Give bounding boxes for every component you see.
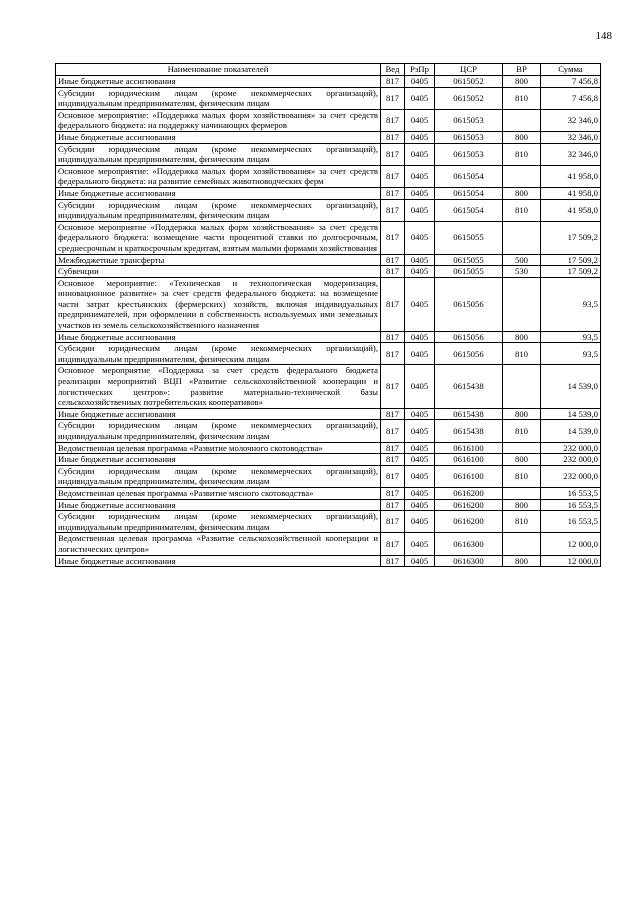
cell-ved: 817 <box>381 365 405 408</box>
cell-rzpr: 0405 <box>405 109 435 131</box>
cell-name: Основное мероприятие «Поддержка за счет средств федерального бюджета реализации мероприятий ВЦП «Развитие сельскохозяйственной кооперации и логистических центров»: развитие материально-технической базы сельскохозяйственных потребительских кооперативов» <box>56 365 381 408</box>
cell-vr: 810 <box>503 87 541 109</box>
cell-rzpr: 0405 <box>405 331 435 343</box>
cell-csr: 0615055 <box>435 254 503 266</box>
table-row <box>56 143 601 165</box>
cell-vr <box>503 165 541 187</box>
cell-ved: 817 <box>381 87 405 109</box>
cell-sum: 12 000,0 <box>541 533 601 555</box>
cell-vr: 800 <box>503 408 541 420</box>
table-row <box>56 454 601 466</box>
cell-ved: 817 <box>381 331 405 343</box>
cell-sum: 16 553,5 <box>541 487 601 499</box>
cell-csr: 0615052 <box>435 76 503 88</box>
cell-csr: 0616200 <box>435 511 503 533</box>
cell-sum: 32 346,0 <box>541 143 601 165</box>
cell-name: Иные бюджетные ассигнования <box>56 499 381 511</box>
cell-rzpr: 0405 <box>405 165 435 187</box>
cell-csr: 0615054 <box>435 187 503 199</box>
cell-vr: 810 <box>503 465 541 487</box>
cell-sum: 14 539,0 <box>541 420 601 442</box>
cell-ved: 817 <box>381 420 405 442</box>
cell-vr: 810 <box>503 143 541 165</box>
cell-ved: 817 <box>381 343 405 365</box>
cell-csr: 0615053 <box>435 131 503 143</box>
table-row <box>56 343 601 365</box>
table-row <box>56 555 601 567</box>
cell-vr: 800 <box>503 454 541 466</box>
cell-ved: 817 <box>381 254 405 266</box>
cell-rzpr: 0405 <box>405 533 435 555</box>
cell-csr: 0615056 <box>435 343 503 365</box>
budget-table <box>55 63 601 567</box>
cell-name: Основное мероприятие: «Поддержка малых форм хозяйствования» за счет средств федерального бюджета: на развитие семейных животноводческих ферм <box>56 165 381 187</box>
cell-sum: 17 509,2 <box>541 266 601 278</box>
cell-csr: 0615053 <box>435 143 503 165</box>
cell-ved: 817 <box>381 277 405 331</box>
table-row <box>56 331 601 343</box>
cell-vr <box>503 442 541 454</box>
cell-rzpr: 0405 <box>405 143 435 165</box>
cell-rzpr: 0405 <box>405 465 435 487</box>
cell-name: Ведомственная целевая программа «Развитие мясного скотоводства» <box>56 487 381 499</box>
table-row <box>56 221 601 254</box>
cell-vr: 800 <box>503 76 541 88</box>
table-row <box>56 109 601 131</box>
cell-sum: 32 346,0 <box>541 109 601 131</box>
cell-ved: 817 <box>381 165 405 187</box>
cell-name: Субсидии юридическим лицам (кроме некоммерческих организаций), индивидуальным предпринимателям, физическим лицам <box>56 143 381 165</box>
cell-ved: 817 <box>381 408 405 420</box>
cell-csr: 0616300 <box>435 533 503 555</box>
cell-sum: 41 958,0 <box>541 165 601 187</box>
cell-sum: 7 456,8 <box>541 76 601 88</box>
cell-name: Субсидии юридическим лицам (кроме некоммерческих организаций), индивидуальным предпринимателям, физическим лицам <box>56 420 381 442</box>
cell-name: Субсидии юридическим лицам (кроме некоммерческих организаций), индивидуальным предпринимателям, физическим лицам <box>56 343 381 365</box>
cell-sum: 232 000,0 <box>541 454 601 466</box>
cell-csr: 0615055 <box>435 221 503 254</box>
cell-csr: 0615055 <box>435 266 503 278</box>
cell-csr: 0616200 <box>435 499 503 511</box>
cell-name: Иные бюджетные ассигнования <box>56 331 381 343</box>
cell-sum: 93,5 <box>541 343 601 365</box>
table-row <box>56 277 601 331</box>
cell-csr: 0615438 <box>435 420 503 442</box>
cell-vr: 810 <box>503 511 541 533</box>
cell-ved: 817 <box>381 487 405 499</box>
cell-name: Иные бюджетные ассигнования <box>56 187 381 199</box>
cell-sum: 93,5 <box>541 331 601 343</box>
table-header <box>56 64 601 76</box>
cell-rzpr: 0405 <box>405 420 435 442</box>
cell-csr: 0615438 <box>435 408 503 420</box>
cell-ved: 817 <box>381 454 405 466</box>
cell-rzpr: 0405 <box>405 365 435 408</box>
cell-sum: 16 553,5 <box>541 511 601 533</box>
cell-rzpr: 0405 <box>405 442 435 454</box>
cell-rzpr: 0405 <box>405 131 435 143</box>
cell-name: Основное мероприятие: «Поддержка малых форм хозяйствования» за счет средств федерального бюджета: на поддержку начинающих фермеров <box>56 109 381 131</box>
cell-vr: 500 <box>503 254 541 266</box>
header-ved: Вед <box>381 64 405 76</box>
table-body <box>56 76 601 567</box>
cell-ved: 817 <box>381 131 405 143</box>
cell-vr <box>503 109 541 131</box>
cell-ved: 817 <box>381 143 405 165</box>
table-row <box>56 365 601 408</box>
table-row <box>56 533 601 555</box>
cell-ved: 817 <box>381 266 405 278</box>
cell-name: Субвенции <box>56 266 381 278</box>
cell-rzpr: 0405 <box>405 499 435 511</box>
cell-ved: 817 <box>381 511 405 533</box>
cell-ved: 817 <box>381 199 405 221</box>
cell-csr: 0615056 <box>435 277 503 331</box>
cell-name: Субсидии юридическим лицам (кроме некоммерческих организаций), индивидуальным предпринимателям, физическим лицам <box>56 199 381 221</box>
cell-csr: 0616100 <box>435 442 503 454</box>
cell-vr <box>503 487 541 499</box>
cell-rzpr: 0405 <box>405 254 435 266</box>
table-row <box>56 465 601 487</box>
cell-rzpr: 0405 <box>405 454 435 466</box>
cell-csr: 0615054 <box>435 199 503 221</box>
cell-name: Межбюджетные трансферты <box>56 254 381 266</box>
cell-name: Иные бюджетные ассигнования <box>56 408 381 420</box>
table-row <box>56 254 601 266</box>
cell-ved: 817 <box>381 442 405 454</box>
cell-sum: 12 000,0 <box>541 555 601 567</box>
table-row <box>56 187 601 199</box>
cell-vr: 800 <box>503 331 541 343</box>
header-sum: Сумма <box>541 64 601 76</box>
cell-ved: 817 <box>381 465 405 487</box>
cell-name: Иные бюджетные ассигнования <box>56 131 381 143</box>
cell-vr <box>503 365 541 408</box>
cell-name: Субсидии юридическим лицам (кроме некоммерческих организаций), индивидуальным предпринимателям, физическим лицам <box>56 87 381 109</box>
cell-sum: 41 958,0 <box>541 199 601 221</box>
table-row <box>56 266 601 278</box>
cell-ved: 817 <box>381 187 405 199</box>
cell-rzpr: 0405 <box>405 221 435 254</box>
cell-vr: 810 <box>503 343 541 365</box>
cell-name: Ведомственная целевая программа «Развитие молочного скотоводства» <box>56 442 381 454</box>
table-row <box>56 408 601 420</box>
cell-vr: 800 <box>503 131 541 143</box>
table-row <box>56 499 601 511</box>
cell-sum: 17 509,2 <box>541 254 601 266</box>
cell-name: Субсидии юридическим лицам (кроме некоммерческих организаций), индивидуальным предпринимателям, физическим лицам <box>56 465 381 487</box>
cell-name: Иные бюджетные ассигнования <box>56 454 381 466</box>
cell-name: Ведомственная целевая программа «Развитие сельскохозяйственной кооперации и логистических центров» <box>56 533 381 555</box>
header-name: Наименование показателей <box>56 64 381 76</box>
cell-sum: 14 539,0 <box>541 408 601 420</box>
cell-vr: 800 <box>503 187 541 199</box>
cell-rzpr: 0405 <box>405 511 435 533</box>
table-row <box>56 442 601 454</box>
cell-sum: 32 346,0 <box>541 131 601 143</box>
cell-rzpr: 0405 <box>405 343 435 365</box>
cell-vr: 800 <box>503 555 541 567</box>
cell-vr: 530 <box>503 266 541 278</box>
cell-sum: 14 539,0 <box>541 365 601 408</box>
table-row <box>56 165 601 187</box>
header-row <box>56 64 601 76</box>
table-row <box>56 131 601 143</box>
cell-rzpr: 0405 <box>405 555 435 567</box>
cell-rzpr: 0405 <box>405 76 435 88</box>
cell-csr: 0616200 <box>435 487 503 499</box>
cell-vr <box>503 221 541 254</box>
cell-rzpr: 0405 <box>405 187 435 199</box>
cell-sum: 232 000,0 <box>541 442 601 454</box>
cell-csr: 0615052 <box>435 87 503 109</box>
cell-name: Основное мероприятие «Поддержка малых форм хозяйствования» за счет средств федерального бюджета: возмещение части процентной ставки по долгосрочным, среднесрочным и краткосрочным кредитам, взятым малыми формами хозяйствования <box>56 221 381 254</box>
page-number: 148 <box>595 30 612 42</box>
cell-ved: 817 <box>381 221 405 254</box>
cell-csr: 0615053 <box>435 109 503 131</box>
table-row <box>56 76 601 88</box>
cell-vr: 810 <box>503 199 541 221</box>
table-row <box>56 511 601 533</box>
cell-csr: 0615054 <box>435 165 503 187</box>
cell-rzpr: 0405 <box>405 487 435 499</box>
cell-rzpr: 0405 <box>405 199 435 221</box>
cell-sum: 16 553,5 <box>541 499 601 511</box>
cell-vr <box>503 533 541 555</box>
header-vr: ВР <box>503 64 541 76</box>
cell-csr: 0615438 <box>435 365 503 408</box>
cell-name: Основное мероприятие: «Техническая и технологическая модернизация, инновационное развитие» за счет средств федерального бюджета: на возмещение части затрат крестьянских (фермерских) хозяйств, включая индивидуальных предпринимателей, при оформлении в собственность используемых ими земельных участков из земель сельскохозяйственного назначения <box>56 277 381 331</box>
cell-vr: 810 <box>503 420 541 442</box>
cell-csr: 0616300 <box>435 555 503 567</box>
cell-vr <box>503 277 541 331</box>
cell-ved: 817 <box>381 555 405 567</box>
cell-name: Иные бюджетные ассигнования <box>56 76 381 88</box>
cell-csr: 0615056 <box>435 331 503 343</box>
cell-sum: 93,5 <box>541 277 601 331</box>
table-row <box>56 199 601 221</box>
cell-sum: 41 958,0 <box>541 187 601 199</box>
cell-rzpr: 0405 <box>405 277 435 331</box>
cell-name: Иные бюджетные ассигнования <box>56 555 381 567</box>
cell-sum: 232 000,0 <box>541 465 601 487</box>
cell-rzpr: 0405 <box>405 408 435 420</box>
cell-csr: 0616100 <box>435 454 503 466</box>
table-row <box>56 87 601 109</box>
header-rzpr: РзПр <box>405 64 435 76</box>
cell-name: Субсидии юридическим лицам (кроме некоммерческих организаций), индивидуальным предпринимателям, физическим лицам <box>56 511 381 533</box>
header-csr: ЦСР <box>435 64 503 76</box>
cell-ved: 817 <box>381 499 405 511</box>
cell-sum: 7 456,8 <box>541 87 601 109</box>
table-row <box>56 420 601 442</box>
cell-vr: 800 <box>503 499 541 511</box>
cell-sum: 17 509,2 <box>541 221 601 254</box>
cell-rzpr: 0405 <box>405 87 435 109</box>
cell-ved: 817 <box>381 109 405 131</box>
cell-csr: 0616100 <box>435 465 503 487</box>
cell-rzpr: 0405 <box>405 266 435 278</box>
cell-ved: 817 <box>381 533 405 555</box>
cell-ved: 817 <box>381 76 405 88</box>
table-row <box>56 487 601 499</box>
